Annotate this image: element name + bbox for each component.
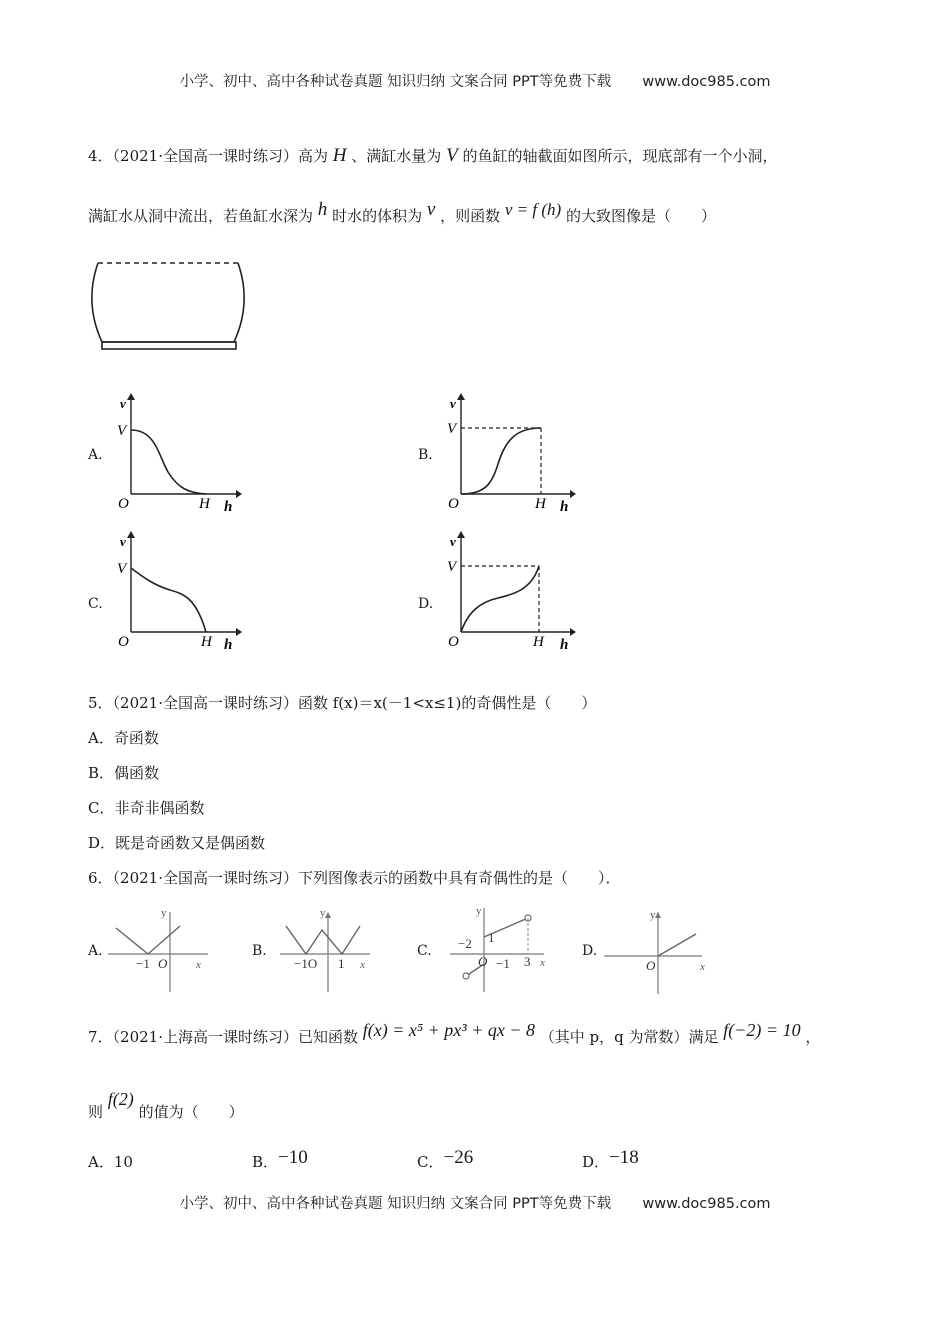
q4-text-a: 4．（2021·全国高一课时练习）高为 [88, 147, 328, 165]
axis-H-label: H [199, 496, 210, 512]
q5-stem: 5．（2021·全国高一课时练习）函数 f(x)＝x(－1<x≤1)的奇偶性是（ ） [88, 694, 597, 712]
q4-h: h [317, 199, 328, 220]
q7-option-c-label: C． [417, 1153, 444, 1171]
axis-O-label: O [118, 496, 129, 512]
q6-option-b-label[interactable]: B. [252, 943, 267, 959]
q6-graph-a [108, 904, 218, 996]
q4-v: v [426, 199, 436, 220]
q7-text-b: （其中 p，q 为常数）满足 [539, 1028, 719, 1046]
q7-func: f(x) = x⁵ + px³ + qx − 8 [362, 1020, 535, 1040]
q4-text-f: ，则函数 [440, 207, 501, 225]
q7-comma: ， [805, 1028, 821, 1046]
origin-label: O [646, 958, 656, 973]
axis-H-label: H [201, 634, 212, 650]
q4-H: H [332, 145, 347, 166]
q6-graph-d [604, 904, 714, 996]
q4-option-c-label[interactable]: C. [88, 596, 103, 612]
x-label: x [540, 957, 545, 969]
q7-condition: f(−2) = 10 [723, 1020, 801, 1040]
q7-option-d-value: −18 [609, 1147, 639, 1168]
q5-option-d[interactable]: D．既是奇函数又是偶函数 [88, 834, 266, 852]
q7-option-b[interactable] [252, 1147, 308, 1172]
axis-O-label: O [448, 634, 459, 650]
q7-line1 [88, 1020, 821, 1047]
q4-text-g: 的大致图像是（ ） [565, 207, 716, 225]
axis-v-label: v [120, 534, 126, 549]
q6-option-c-label[interactable]: C. [417, 943, 432, 959]
header-site: www.doc985.com [642, 74, 771, 90]
axis-O-label: O [448, 496, 459, 512]
q4-V: V [446, 145, 458, 166]
q4-text-e: 时水的体积为 [332, 207, 423, 225]
q5-option-b[interactable]: B．偶函数 [88, 764, 160, 782]
tick-minus-1: −1 [136, 956, 150, 971]
y-label: y [161, 907, 167, 919]
q7-option-b-label: B． [252, 1153, 279, 1171]
q6-stem: 6．（2021·全国高一课时练习）下列图像表示的函数中具有奇偶性的是（ ）． [88, 869, 621, 887]
axis-V-label: V [117, 423, 127, 439]
q7-option-c[interactable] [417, 1147, 474, 1172]
axis-h-label: h [224, 637, 233, 653]
y-label: y [320, 907, 326, 919]
y-label: y [476, 905, 482, 917]
q4-text-d: 满缸水从洞中流出，若鱼缸水深为 [88, 207, 314, 225]
header-text: 小学、初中、高中各种试卷真题 知识归纳 文案合同 PPT等免费下载 [179, 74, 612, 90]
q7-f2: f(2) [107, 1089, 134, 1109]
q4-line1 [88, 146, 778, 166]
q7-option-c-value: −26 [443, 1147, 474, 1168]
axis-h-label: h [560, 637, 569, 653]
tick-minus-1: −1 [496, 956, 510, 971]
axis-H-label: H [535, 496, 546, 512]
tick-1: 1 [338, 956, 345, 971]
tick-minus-2: −2 [458, 936, 472, 951]
q6-graph-c [440, 904, 560, 996]
q6-option-d-label[interactable]: D. [582, 943, 598, 959]
footer-text: 小学、初中、高中各种试卷真题 知识归纳 文案合同 PPT等免费下载 [179, 1196, 612, 1212]
tick-1: 1 [488, 930, 495, 945]
x-label: x [700, 961, 705, 973]
q4-option-b-label[interactable]: B. [418, 447, 433, 463]
axis-v-label: v [450, 534, 456, 549]
q4-line2 [88, 199, 716, 226]
axis-h-label: h [560, 499, 569, 515]
q7-option-b-value: −10 [278, 1147, 308, 1168]
q7-text-c: 则 [88, 1103, 104, 1121]
q5-option-c[interactable]: C．非奇非偶函数 [88, 799, 205, 817]
q4-graph-a [110, 392, 240, 514]
axis-v-label: v [450, 396, 456, 411]
q4-graph-d [440, 530, 580, 652]
q7-text-a: 7．（2021·上海高一课时练习）已知函数 [88, 1028, 358, 1046]
q4-graph-c [110, 530, 240, 652]
footer-site: www.doc985.com [642, 1196, 771, 1212]
q7-option-d-label: D． [582, 1153, 610, 1171]
q4-text-c: 的鱼缸的轴截面如图所示，现底部有一个小洞， [462, 147, 778, 165]
q7-line2 [88, 1089, 244, 1122]
fish-tank-diagram [90, 258, 250, 354]
q6-option-a-label[interactable]: A. [88, 943, 103, 959]
axis-O-label: O [118, 634, 129, 650]
axis-V-label: V [447, 421, 457, 437]
axis-V-label: V [447, 559, 457, 575]
y-label: y [650, 909, 656, 921]
q5-option-a[interactable]: A．奇函数 [88, 729, 159, 747]
q6-graph-b [272, 904, 382, 996]
origin-label: O [478, 954, 488, 969]
q4-graph-b [440, 392, 580, 514]
tick-minus-1-origin: −1O [294, 956, 318, 971]
page-header [0, 70, 950, 91]
axis-H-label: H [533, 634, 544, 650]
q7-option-d[interactable] [582, 1147, 639, 1172]
page-footer [0, 1192, 950, 1213]
q4-func: v = f (h) [504, 200, 562, 219]
axis-v-label: v [120, 396, 126, 411]
x-label: x [360, 959, 365, 971]
q4-text-b: 、满缸水量为 [351, 147, 442, 165]
tick-3: 3 [524, 954, 531, 969]
axis-h-label: h [224, 499, 233, 515]
q7-text-d: 的值为（ ） [138, 1103, 244, 1121]
q7-option-a[interactable]: A．10 [88, 1153, 133, 1171]
q4-option-a-label[interactable]: A. [88, 447, 103, 463]
origin-label: O [158, 956, 168, 971]
axis-V-label: V [117, 561, 127, 577]
x-label: x [196, 959, 201, 971]
q4-option-d-label[interactable]: D. [418, 596, 434, 612]
